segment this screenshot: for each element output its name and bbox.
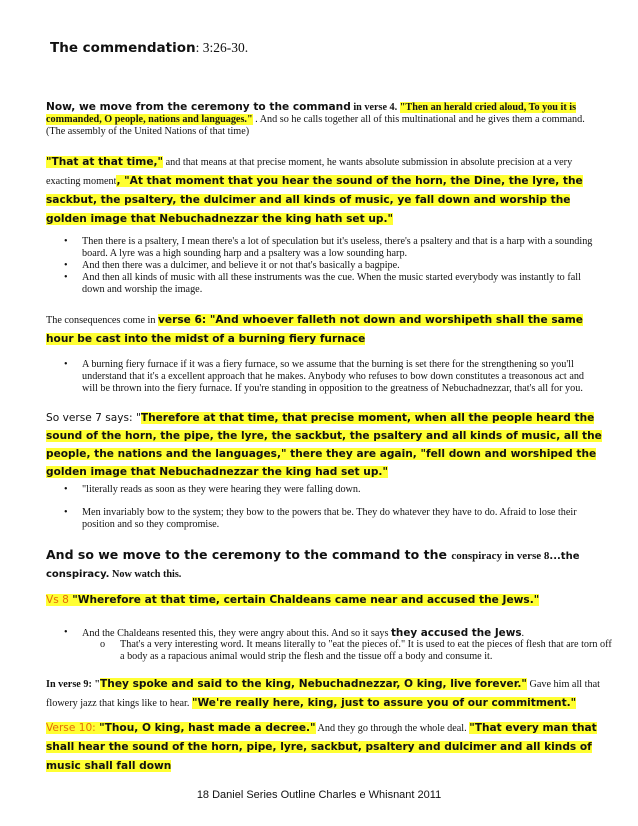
- p6-ref: Vs 8: [46, 594, 73, 606]
- list-item: • "literally reads as soon as they were hearing they were falling down.: [64, 484, 361, 495]
- p4-quote: Therefore at that time, that precise moment, when all the people heard the sound of the horn, the pipe, the lyre, the sackbut, the psaltery and all kinds of music, all the people, the nations and the languages," there they are again, "fell down and worshiped the golden image that Nebuchadnezzar the king had set up.": [46, 412, 602, 478]
- title-ref: : 3:26-30.: [195, 40, 249, 55]
- p5-watch: Now watch this.: [109, 569, 182, 580]
- bow-list: [64, 484, 598, 531]
- paragraph-consequences: [46, 311, 602, 349]
- section-title: [50, 40, 590, 56]
- paragraph-verse-9: [46, 675, 602, 713]
- p1-quote: "Then an herald cried aloud, To you it is commanded, O people, nations and languages.": [46, 102, 577, 125]
- instrument-list: [64, 236, 598, 296]
- list-item: • Then there is a psaltery, I mean there's a lot of speculation but it's useless, there's a psaltery and that is a harp with a sounding board. A lyre was a high sounding harp and a psaltery was a low sounding harp.: [64, 236, 593, 259]
- p8-quote: "Thou, O king, hast made a decree.": [99, 722, 316, 734]
- p2-quote: , "At that moment that you hear the sound of the horn, the Dine, the lyre, the sackbut, the psaltery, the dulcimer and all kinds of music, ye fall down and worship the golden image that Nebuchadnezzar the king hath set up.": [46, 175, 583, 225]
- p8-ref: Verse 10:: [46, 722, 100, 734]
- p7-quote: They spoke and said to the king, Nebuchadnezzar, O king, live forever.": [100, 678, 527, 690]
- p1-rest: . And so he calls together all of this multinational and he gives them a command.: [252, 114, 585, 125]
- paragraph-verse-7: [46, 409, 602, 481]
- list-item: • And then all kinds of music with all these instruments was the cue. When the music started everybody was instantly to fall down and worship the image.: [64, 272, 581, 295]
- p8-quote2: "That every man that shall hear the sound of the horn, pipe, lyre, sackbut, psaltery and dulcimer and all kinds of music shall fall down: [46, 722, 597, 772]
- p7-mid: Gave him all that flowery jazz that kings like to hear.: [46, 679, 600, 709]
- p1-mid: in verse 4.: [350, 102, 400, 113]
- list-item: • And then there was a dulcimer, and believe it or not that's basically a bagpipe.: [64, 260, 400, 271]
- paragraph-verse-8: [46, 592, 602, 608]
- p5-lead: And so we move to the ceremony to the command to the: [46, 547, 452, 562]
- furnace-list: [64, 359, 598, 395]
- p2-lead: "That at that time,": [46, 156, 164, 168]
- p2-mid: and that means at that precise moment, he wants absolute submission in absolute precision at a very exacting moment: [46, 157, 573, 187]
- p3-quote: verse 6: "And whoever falleth not down and worshipeth shall the same hour be cast into the midst of a burning fiery furnace: [46, 314, 583, 345]
- paragraph-at-that-time: [46, 153, 602, 229]
- sub-list-item: o That's a very interesting word. It means literally to "eat the pieces of." It is used to eat the pieces of flesh that are torn off a body as a rapacious animal would strip the flesh and the tissue off a body and consume it.: [100, 639, 612, 662]
- paragraph-verse-4: [46, 101, 602, 138]
- p5-tail: the conspiracy.: [46, 551, 580, 580]
- page-footer: 18 Daniel Series Outline Charles e Whisnant 2011: [196, 789, 442, 801]
- title-label: The commendation: [50, 40, 196, 56]
- p1-lead: Now, we move from the ceremony to the command: [46, 101, 351, 113]
- paragraph-verse-10: [46, 719, 602, 776]
- p8-mid: And they go through the whole deal.: [315, 723, 470, 734]
- p1-note: (The assembly of the United Nations of that time): [46, 126, 250, 137]
- p5-dots: ...: [549, 551, 561, 562]
- list-item: • A burning fiery furnace if it was a fiery furnace, so we assume that the burning is set there for the strengthening so you'll understand that it's a excellent approach that he makes. Anybody who refuses to bow down constitutes a treasonous act and will be thrown into the fiery furnace. If you're standing in opposition to the greatness of Nebuchadnezzar, that's all for you.: [64, 359, 585, 394]
- p7-quote2: "We're really here, king, just to assure you of our commitment.": [191, 697, 577, 709]
- p4-lead: So verse 7 says: ": [46, 412, 141, 424]
- p5-mid: conspiracy in verse 8: [451, 550, 550, 562]
- p7-lead: In verse 9: ": [46, 679, 101, 690]
- p3-lead: The consequences come in: [46, 315, 159, 326]
- paragraph-conspiracy: [46, 545, 602, 582]
- p6-quote: "Wherefore at that time, certain Chaldeans came near and accused the Jews.": [72, 594, 540, 606]
- list-item: • Men invariably bow to the system; they bow to the powers that be. They do whatever they have to do. Afraid to lose their position and so they compromise.: [64, 507, 577, 530]
- list-item: • And the Chaldeans resented this, they were angry about this. And so it says they accused the Jews.: [64, 627, 525, 639]
